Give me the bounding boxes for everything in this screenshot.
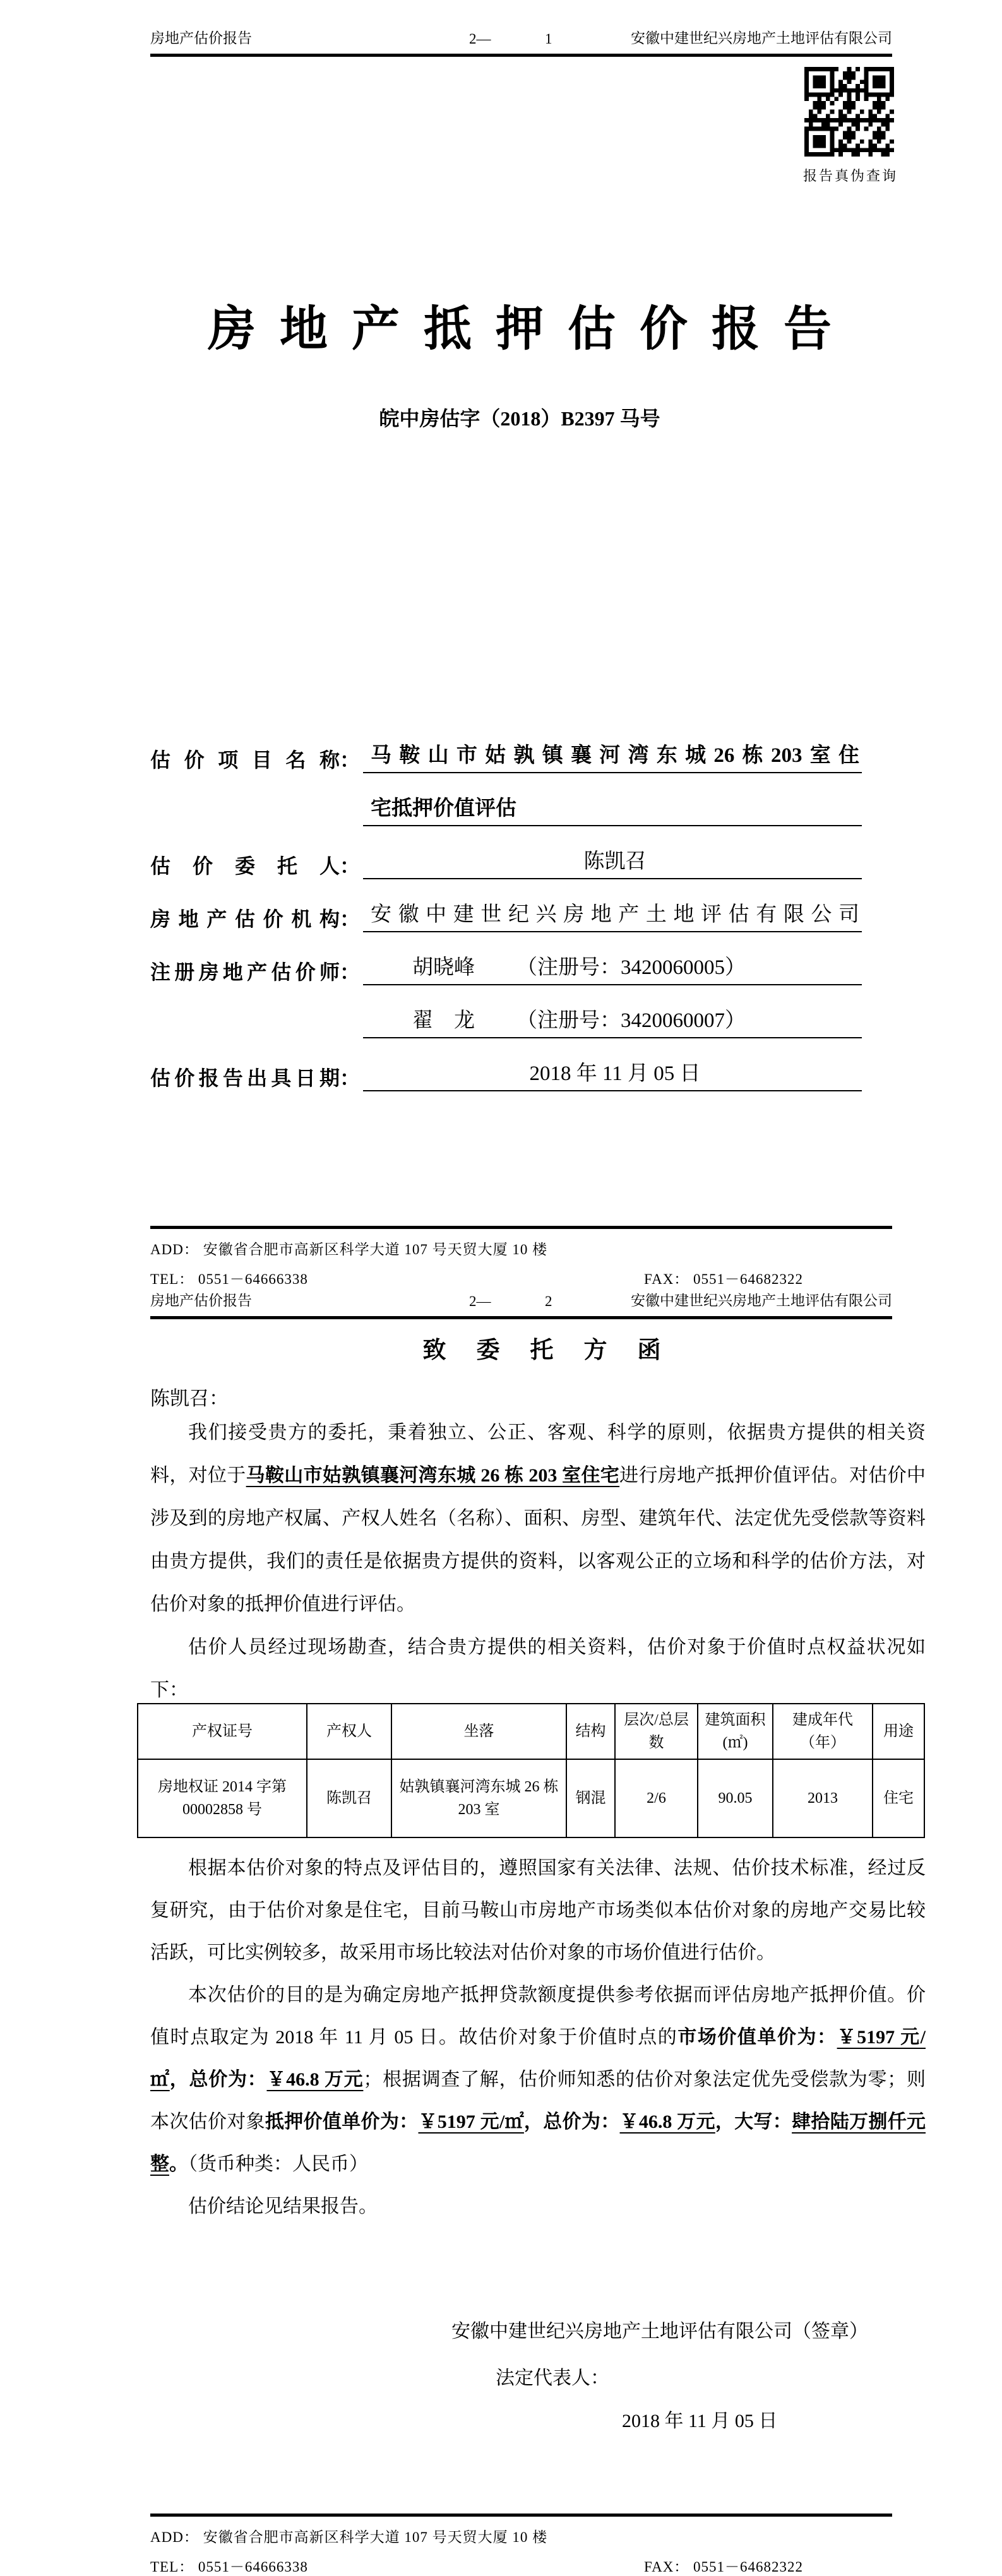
letter-body-upper <box>150 1411 926 1712</box>
footer-rule <box>150 2514 892 2517</box>
letter-body-lower <box>150 1847 926 2228</box>
signature-legal-representative: 法定代表人： <box>496 2368 609 2389</box>
field-project-name-row2 <box>150 773 862 826</box>
letter-title: 致委托方函 <box>422 1338 691 1363</box>
report-number: 皖中房估字（2018）B2397 马号 <box>379 407 660 430</box>
cell-structure: 钢混 <box>566 1759 615 1837</box>
table-header-row <box>138 1704 924 1759</box>
letter-salutation: 陈凯召： <box>150 1387 229 1410</box>
paragraph-survey: 估价人员经过现场勘查，结合贵方提供的相关资料，估价对象于价值时点权益状况如下： <box>150 1637 926 1701</box>
field-appraiser-row1 <box>150 932 862 985</box>
page1-header <box>150 28 892 57</box>
cell-floor: 2/6 <box>615 1759 698 1837</box>
footer-address: ADD： 安徽省合肥市高新区科学大道 107 号天贸大厦 10 楼 <box>150 2529 548 2545</box>
appraiser2-value: 翟 龙 （注册号：3420060007） <box>363 1009 862 1038</box>
col-location: 坐落 <box>391 1704 566 1759</box>
project-name-label: 估价项目名称 ： <box>150 749 361 771</box>
agency-value: 安徽中建世纪兴房地产土地评估有限公司 <box>363 903 862 932</box>
field-appraiser-row2 <box>150 985 862 1038</box>
header-company: 安徽中建世纪兴房地产土地评估有限公司 <box>631 1293 892 1309</box>
amount-in-words: 肆拾陆万捌仟元整 <box>150 2111 926 2175</box>
agency-label: 房地产估价机构 ： <box>150 908 361 930</box>
footer-address: ADD： 安徽省合肥市高新区科学大道 107 号天贸大厦 10 楼 <box>150 1242 548 1257</box>
footer-contacts <box>150 2555 892 2576</box>
appraiser-label: 注册房地产估价师 ： <box>150 961 361 983</box>
footer-contacts <box>150 1267 892 1288</box>
header-page-number: 1 <box>545 31 552 47</box>
qr-block <box>803 67 898 185</box>
header-page-number: 2 <box>545 1293 552 1309</box>
col-certificate-no: 产权证号 <box>138 1704 307 1759</box>
footer-rule <box>150 1226 892 1229</box>
qr-code-image <box>804 67 894 157</box>
field-agency-row <box>150 879 862 932</box>
mortgage-unit-price: ￥5197 元/㎡ <box>418 2111 524 2132</box>
col-structure: 结构 <box>566 1704 615 1759</box>
market-total-price: ￥46.8 万元 <box>266 2069 364 2090</box>
paragraph-method: 根据本估价对象的特点及评估目的，遵照国家有关法律、法规、估价技术标准，经过反复研究，由于估价对象是住宅，目前马鞍山市房地产市场类似本估价对象的房地产交易比较活跃，可比实例较多，故采用市场比较法对估价对象的市场价值进行估价。 <box>150 1858 926 1963</box>
cell-year-built: 2013 <box>773 1759 873 1837</box>
qr-caption: 报告真伪查询 <box>803 168 898 184</box>
project-name-value-line1: 马鞍山市姑孰镇襄河湾东城26栋203室住 <box>363 744 862 773</box>
cell-owner: 陈凯召 <box>307 1759 391 1837</box>
table-data-row <box>138 1759 924 1837</box>
col-year-built: 建成年代（年） <box>773 1704 873 1759</box>
page2-footer <box>150 2514 892 2576</box>
header-doc-type: 房地产估价报告 <box>150 1293 252 1309</box>
client-value: 陈凯召 <box>363 850 862 879</box>
market-unit-price: ￥5197 元/㎡ <box>150 2027 926 2090</box>
footer-fax: FAX： 0551－64682322 <box>644 1271 804 1287</box>
signature-company: 安徽中建世纪兴房地产土地评估有限公司（签章） <box>451 2321 868 2342</box>
cell-area: 90.05 <box>698 1759 773 1837</box>
field-report-date-row <box>150 1038 862 1091</box>
cell-location: 姑孰镇襄河湾东城 26 栋 203 室 <box>391 1759 566 1837</box>
footer-fax: FAX： 0551－64682322 <box>644 2559 804 2575</box>
header-page-prefix: 2— <box>469 1293 491 1309</box>
paragraph-conclusion: 估价结论见结果报告。 <box>188 2196 378 2217</box>
report-date-label: 估价报告出具日期 ： <box>150 1067 361 1089</box>
cover-fields <box>150 720 862 1091</box>
project-name-value-line2: 宅抵押价值评估 <box>363 797 862 826</box>
header-company: 安徽中建世纪兴房地产土地评估有限公司 <box>631 30 892 46</box>
col-area: 建筑面积(㎡) <box>698 1704 773 1759</box>
client-label: 估价委托人 ： <box>150 855 361 877</box>
page2-header <box>150 1293 892 1319</box>
footer-tel: TEL： 0551－64666338 <box>150 1271 308 1287</box>
paragraph-engagement: 我们接受贵方的委托，秉着独立、公正、客观、科学的原则，依据贵方提供的相关资料，对位于马鞍山市姑孰镇襄河湾东城 26 栋 203 室住宅进行房地产抵押价值评估。对估价中涉及到的房地产权属、产权人姓名（名称）、面积、房型、建筑年代、法定优先受偿款等资料由贵方提供，我们的责任是依据贵方提供的资料，以客观公正的立场和科学的估价方法，对估价对象的抵押价值进行评估。 <box>150 1422 926 1615</box>
col-owner: 产权人 <box>307 1704 391 1759</box>
header-page-prefix: 2— <box>469 31 491 47</box>
field-project-name-row1 <box>150 720 862 773</box>
footer-tel: TEL： 0551－64666338 <box>150 2559 308 2575</box>
cell-use: 住宅 <box>873 1759 924 1837</box>
report-title: 房地产抵押估价报告 <box>208 303 856 356</box>
subject-property-highlight: 马鞍山市姑孰镇襄河湾东城 26 栋 203 室住宅 <box>246 1465 620 1486</box>
paragraph-valuation: 本次估价的目的是为确定房地产抵押贷款额度提供参考依据而评估房地产抵押价值。价值时点取定为 2018 年 11 月 05 日。故估价对象于价值时点的市场价值单价为：￥5197 元/㎡，总价为：￥46.8 万元；根据调查了解，估价师知悉的估价对象法定优先受偿款为零；则本次估价对象抵押价值单价为：￥5197 元/㎡，总价为：￥46.8 万元，大写：肆拾陆万捌仟元整。（货币种类：人民币） <box>150 1985 926 2175</box>
page1-footer <box>150 1226 892 1288</box>
col-use: 用途 <box>873 1704 924 1759</box>
field-client-row <box>150 826 862 879</box>
cell-certificate-no: 房地权证 2014 字第 00002858 号 <box>138 1759 307 1837</box>
mortgage-total-price: ￥46.8 万元 <box>619 2111 715 2132</box>
header-doc-type: 房地产估价报告 <box>150 30 252 46</box>
report-date-value: 2018 年 11 月 05 日 <box>363 1062 862 1091</box>
appraiser1-value: 胡晓峰 （注册号：3420060005） <box>363 956 862 985</box>
col-floor: 层次/总层数 <box>615 1704 698 1759</box>
ownership-table <box>137 1703 925 1838</box>
signature-date: 2018 年 11 月 05 日 <box>622 2411 778 2431</box>
